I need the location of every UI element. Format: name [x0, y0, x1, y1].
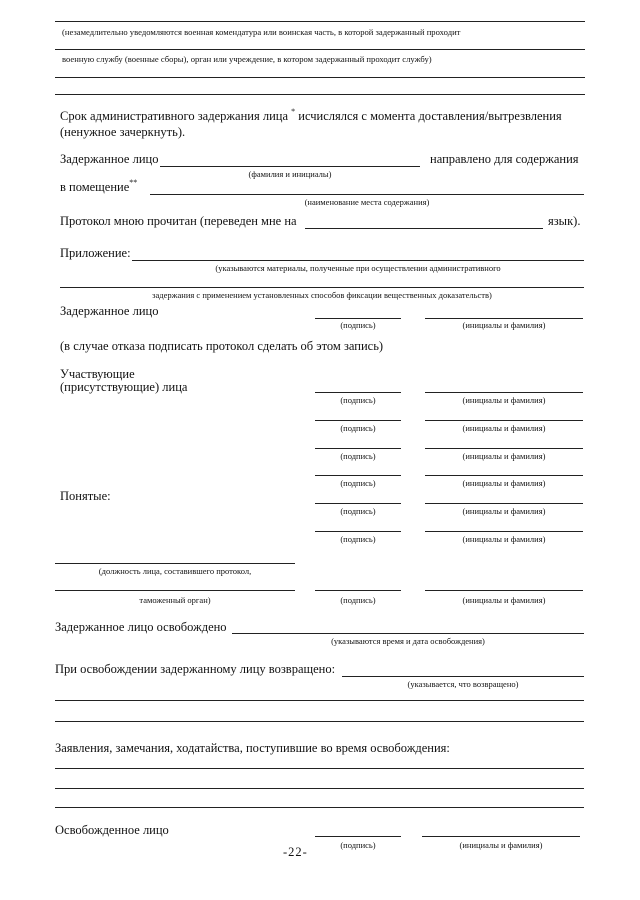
- initials-line-witness-3[interactable]: [425, 531, 583, 532]
- statements-rule-2[interactable]: [55, 788, 584, 789]
- refuse-note: (в случае отказа подписать протокол сделать об этом запись): [60, 339, 384, 353]
- official-customs-field[interactable]: [55, 590, 295, 591]
- notify-caption-line1: (незамедлительно уведомляются военная комендатура или воинская часть, в которой задержанный проходит: [62, 27, 461, 37]
- official-caption-2: таможенный орган): [139, 595, 211, 605]
- appendix-caption-1: (указываются материалы, полученные при осуществлении административного: [215, 263, 501, 273]
- caption-initials-detained: (инициалы и фамилия): [462, 320, 546, 330]
- witnesses-label: Понятые:: [60, 489, 111, 503]
- caption-initials-participant-1: (инициалы и фамилия): [462, 395, 546, 405]
- sign-line-witness-1[interactable]: [315, 475, 401, 476]
- detained-label: Задержанное лицо: [60, 152, 159, 166]
- notify-rule-3: [55, 94, 585, 95]
- room-field[interactable]: [150, 194, 584, 195]
- participants-line1: Участвующие: [60, 367, 135, 381]
- term-text-1: Срок административного задержания лица: [60, 109, 288, 123]
- appendix-field-2[interactable]: [60, 287, 584, 288]
- sign-line-official[interactable]: [315, 590, 401, 591]
- term-note: (ненужное зачеркнуть).: [60, 125, 186, 139]
- participants-line2: (присутствующие) лица: [60, 380, 188, 394]
- caption-sign-detained: (подпись): [340, 320, 376, 330]
- initials-line-witness-1[interactable]: [425, 475, 583, 476]
- term-text-2: исчислялся с момента доставления/вытрезвления: [298, 109, 562, 123]
- sign-line-detained[interactable]: [315, 318, 401, 319]
- caption-initials-witness-2: (инициалы и фамилия): [462, 506, 546, 516]
- caption-initials-participant-3: (инициалы и фамилия): [462, 451, 546, 461]
- initials-line-witness-2[interactable]: [425, 503, 583, 504]
- room-label: [60, 180, 137, 195]
- notify-rule-1: [55, 49, 585, 50]
- initials-line-participant-2[interactable]: [425, 420, 583, 421]
- release-caption: (указываются время и дата освобождения): [331, 636, 485, 646]
- caption-sign-participant-3: (подпись): [340, 451, 376, 461]
- detained-name-field[interactable]: [160, 166, 420, 167]
- language-suffix: язык).: [548, 214, 581, 228]
- statements-rule-3[interactable]: [55, 807, 584, 808]
- top-rule: [55, 21, 585, 22]
- caption-sign-witness-2: (подпись): [340, 506, 376, 516]
- sign-line-released[interactable]: [315, 836, 401, 837]
- official-position-field[interactable]: [55, 563, 295, 564]
- caption-initials-witness-1: (инициалы и фамилия): [462, 478, 546, 488]
- notify-rule-2: [55, 77, 585, 78]
- caption-initials-official: (инициалы и фамилия): [462, 595, 546, 605]
- room-text: в помещение: [60, 180, 130, 194]
- release-field[interactable]: [232, 633, 584, 634]
- caption-sign-witness-3: (подпись): [340, 534, 376, 544]
- statements-rule-1[interactable]: [55, 768, 584, 769]
- release-label: Задержанное лицо освобождено: [55, 620, 227, 634]
- sign-line-witness-3[interactable]: [315, 531, 401, 532]
- returned-field[interactable]: [342, 676, 584, 677]
- notify-caption-line2: военную службу (военные сборы), орган или учреждение, в котором задержанный проходит службу): [62, 54, 432, 64]
- caption-initials-released: (инициалы и фамилия): [459, 840, 543, 850]
- caption-sign-witness-1: (подпись): [340, 478, 376, 488]
- caption-sign-released: (подпись): [340, 840, 376, 850]
- caption-initials-witness-3: (инициалы и фамилия): [462, 534, 546, 544]
- caption-sign-official: (подпись): [340, 595, 376, 605]
- detained-sign-label: Задержанное лицо: [60, 304, 159, 318]
- returned-caption: (указывается, что возвращено): [407, 679, 519, 689]
- official-caption-1: (должность лица, составившего протокол,: [98, 566, 252, 576]
- caption-sign-participant-1: (подпись): [340, 395, 376, 405]
- sign-line-participant-1[interactable]: [315, 392, 401, 393]
- sign-line-participant-3[interactable]: [315, 448, 401, 449]
- released-label: Освобожденное лицо: [55, 823, 169, 837]
- returned-rule-1[interactable]: [55, 700, 584, 701]
- appendix-label: Приложение:: [60, 246, 131, 260]
- sign-line-witness-2[interactable]: [315, 503, 401, 504]
- directed-text: направлено для содержания: [430, 152, 579, 166]
- appendix-caption-2: задержания с применением установленных способов фиксации вещественных доказательств): [152, 290, 492, 300]
- term-footnote-mark: *: [291, 107, 296, 116]
- language-field[interactable]: [305, 228, 543, 229]
- sign-line-participant-2[interactable]: [315, 420, 401, 421]
- caption-sign-participant-2: (подпись): [340, 423, 376, 433]
- caption-initials-participant-2: (инициалы и фамилия): [462, 423, 546, 433]
- caption-place: (наименование места содержания): [304, 197, 430, 207]
- statements-label: Заявления, замечания, ходатайства, поступившие во время освобождения:: [55, 741, 450, 755]
- appendix-field[interactable]: [132, 260, 584, 261]
- page-number: -22-: [283, 845, 308, 859]
- caption-name: (фамилия и инициалы): [248, 169, 332, 179]
- returned-rule-2[interactable]: [55, 721, 584, 722]
- returned-label: При освобождении задержанному лицу возвращено:: [55, 662, 336, 676]
- initials-line-detained[interactable]: [425, 318, 583, 319]
- term-line: [60, 109, 586, 124]
- initials-line-participant-3[interactable]: [425, 448, 583, 449]
- room-footnote-mark: **: [129, 178, 138, 187]
- protocol-text: Протокол мною прочитан (переведен мне на: [60, 214, 297, 228]
- initials-line-released[interactable]: [422, 836, 580, 837]
- initials-line-official[interactable]: [425, 590, 583, 591]
- initials-line-participant-1[interactable]: [425, 392, 583, 393]
